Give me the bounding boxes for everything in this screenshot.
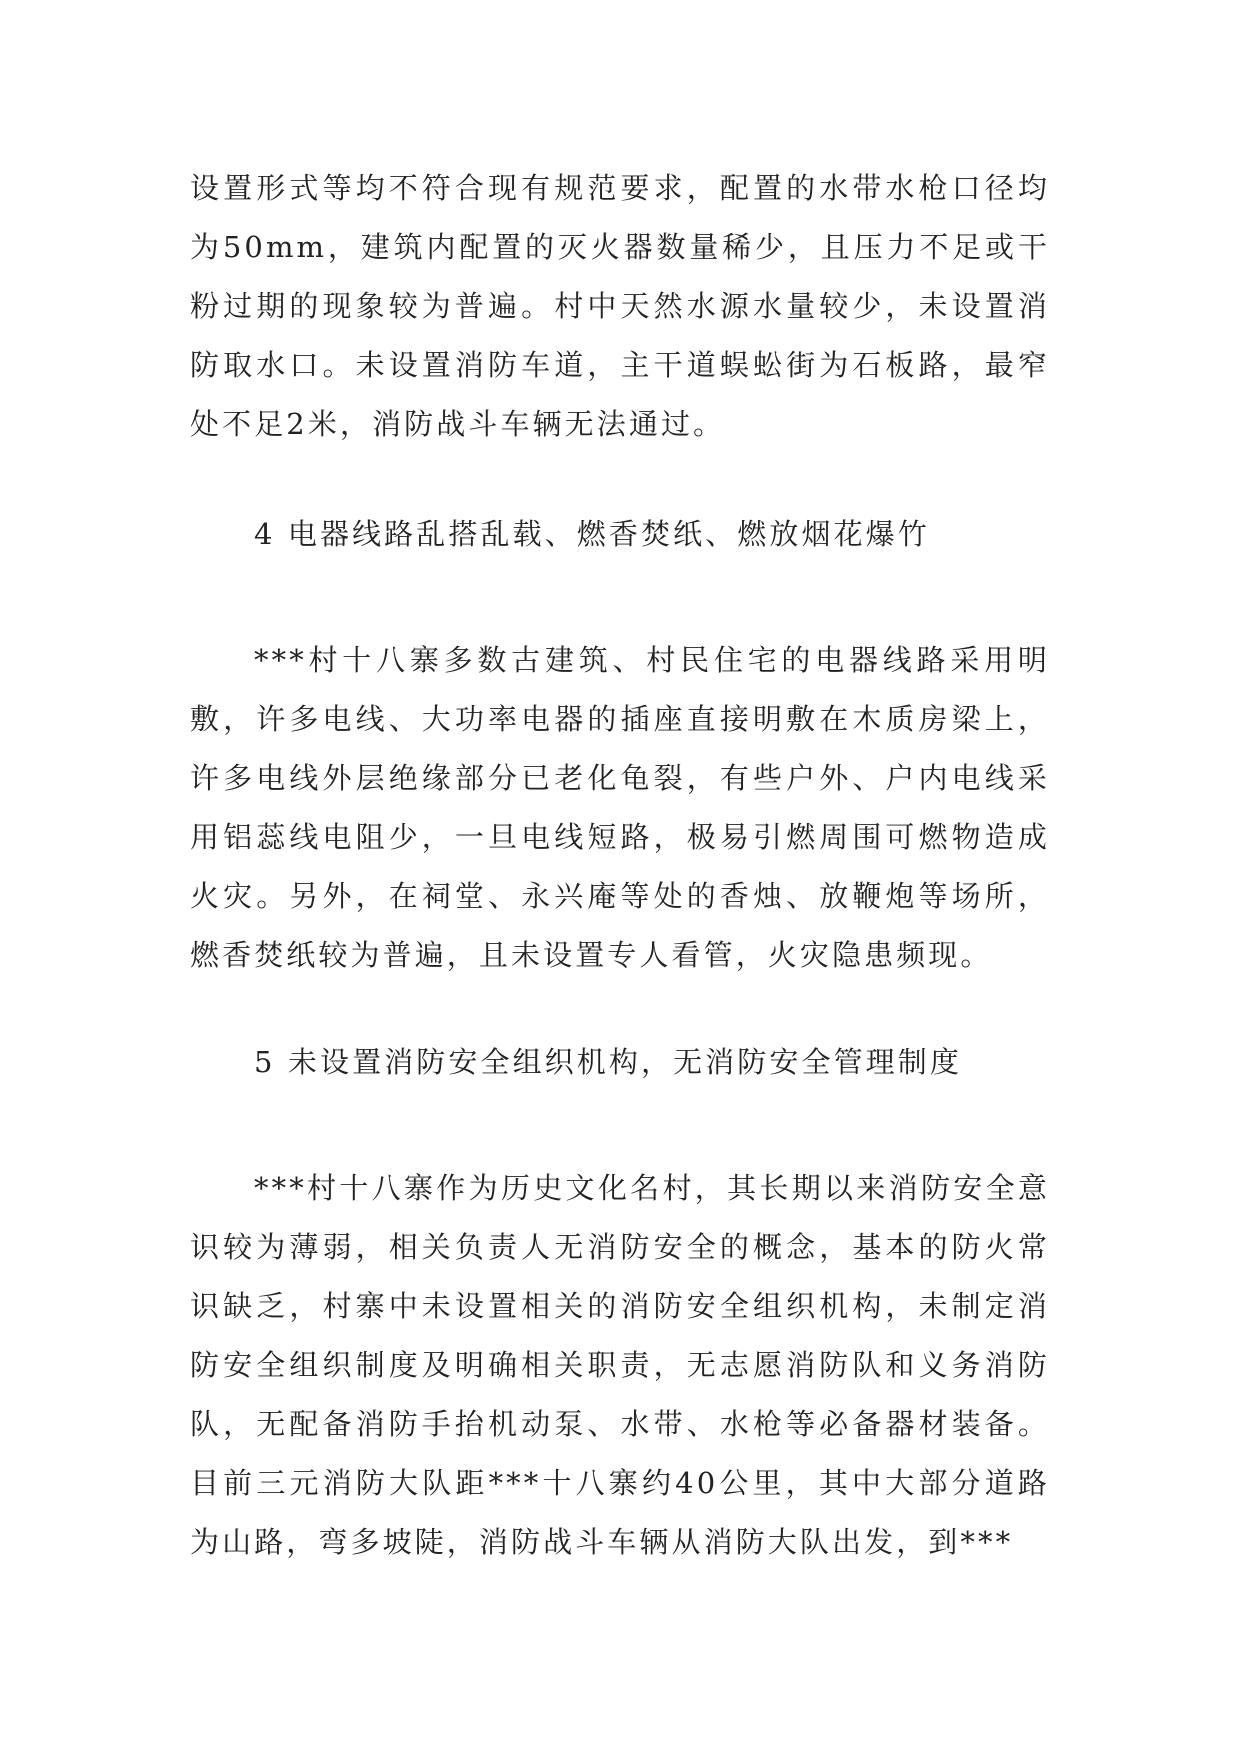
paragraph-continued: 设置形式等均不符合现有规范要求，配置的水带水枪口径均为50mm，建筑内配置的灭火器数量稀少，且压力不足或干粉过期的现象较为普遍。村中天然水源水量较少，未设置消防取水口。未设置消防车道，主干道蜈蚣街为石板路，最窄处不足2米，消防战斗车辆无法通过。 <box>190 171 1050 441</box>
section-heading-4: 4 电器线路乱搭乱载、燃香焚纸、燃放烟花爆竹 <box>254 517 930 551</box>
paragraph-section-5: ***村十八寨作为历史文化名村，其长期以来消防安全意识较为薄弱，相关负责人无消防安全的概念，基本的防火常识缺乏，村寨中未设置相关的消防安全组织机构，未制定消防安全组织制度及明确相关职责，无志愿消防队和义务消防队，无配备消防手抬机动泵、水带、水枪等必备器材装备。目前三元消防大队距***十八寨约40公里，其中大部分道路为山路，弯多坡陡，消防战斗车辆从消防大队出发，到*** <box>190 1171 1050 1559</box>
paragraph-section-4: ***村十八寨多数古建筑、村民住宅的电器线路采用明敷，许多电线、大功率电器的插座直接明敷在木质房梁上，许多电线外层绝缘部分已老化龟裂，有些户外、户内电线采用铝蕊线电阻少，一旦电线短路，极易引燃周围可燃物造成火灾。另外，在祠堂、永兴庵等处的香烛、放鞭炮等场所，燃香焚纸较为普遍，且未设置专人看管，火灾隐患频现。 <box>190 643 1050 972</box>
section-heading-5: 5 未设置消防安全组织机构，无消防安全管理制度 <box>254 1045 962 1079</box>
